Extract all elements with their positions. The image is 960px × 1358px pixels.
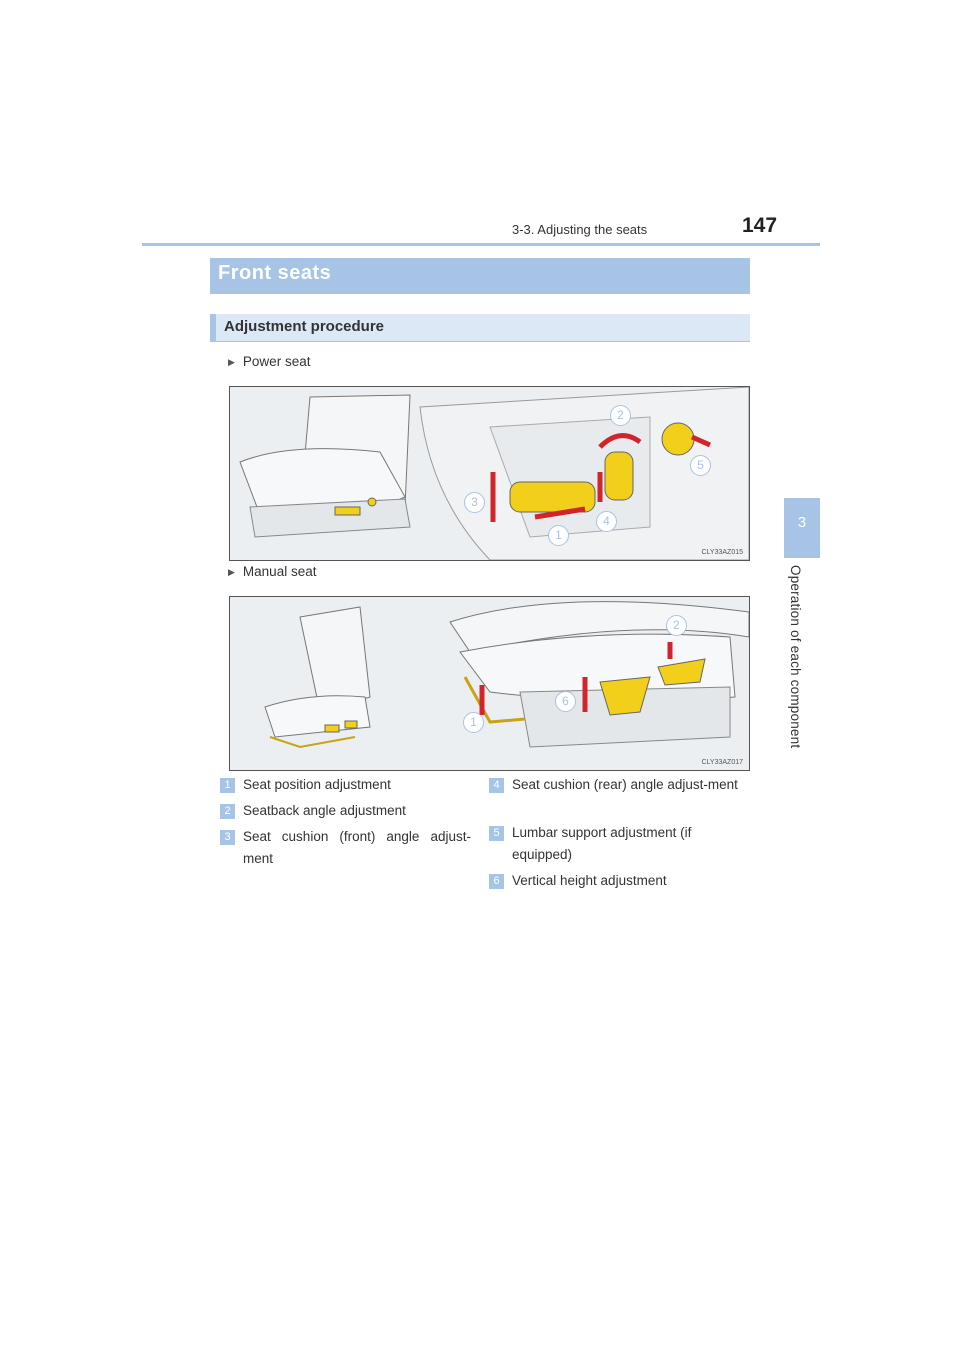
legend-number-2: 2 <box>220 804 235 819</box>
lumbar-switch <box>662 423 694 455</box>
callout-3: 3 <box>464 492 485 513</box>
figure-code: CLY33AZ015 <box>701 549 743 556</box>
page-number: 147 <box>742 214 778 237</box>
legend-number-4: 4 <box>489 778 504 793</box>
legend-number-5: 5 <box>489 826 504 841</box>
legend-number-6: 6 <box>489 874 504 889</box>
header-rule <box>142 243 820 246</box>
triangle-bullet-icon: ▶ <box>228 567 235 577</box>
callout-2: 2 <box>610 405 631 426</box>
legend-text-2: Seatback angle adjustment <box>243 803 406 818</box>
subsection-title: Adjustment procedure <box>224 318 385 335</box>
legend-text-3: Seat cushion (front) angle adjust-ment <box>243 829 471 866</box>
manual-seat-illustration <box>229 596 750 771</box>
bullet-power-seat <box>228 354 310 369</box>
callout-2: 2 <box>666 615 687 636</box>
bullet-label: Power seat <box>242 354 311 369</box>
running-header-title: 3-3. Adjusting the seats <box>512 222 648 237</box>
callout-6: 6 <box>555 691 576 712</box>
callout-5: 5 <box>690 455 711 476</box>
power-seat-illustration <box>229 386 750 561</box>
callout-1: 1 <box>463 712 484 733</box>
chapter-tab-number: 3 <box>797 514 807 531</box>
chapter-tab-label: Operation of each component <box>788 565 803 749</box>
figure-code: CLY33AZ017 <box>701 759 743 766</box>
callout-1: 1 <box>548 525 569 546</box>
triangle-bullet-icon: ▶ <box>228 357 235 367</box>
legend-text-6: Vertical height adjustment <box>512 873 667 888</box>
seatback-switch <box>605 452 633 500</box>
legend-text-4: Seat cushion (rear) angle adjust-ment <box>512 777 738 792</box>
bullet-manual-seat <box>228 564 316 579</box>
legend-text-1: Seat position adjustment <box>243 777 391 792</box>
legend-text-5: Lumbar support adjustment (if equipped) <box>512 825 692 862</box>
section-title: Front seats <box>218 262 332 284</box>
callout-4: 4 <box>596 511 617 532</box>
bullet-label: Manual seat <box>242 564 317 579</box>
legend-number-1: 1 <box>220 778 235 793</box>
power-seat-drawing <box>230 387 749 560</box>
legend-number-3: 3 <box>220 830 235 845</box>
